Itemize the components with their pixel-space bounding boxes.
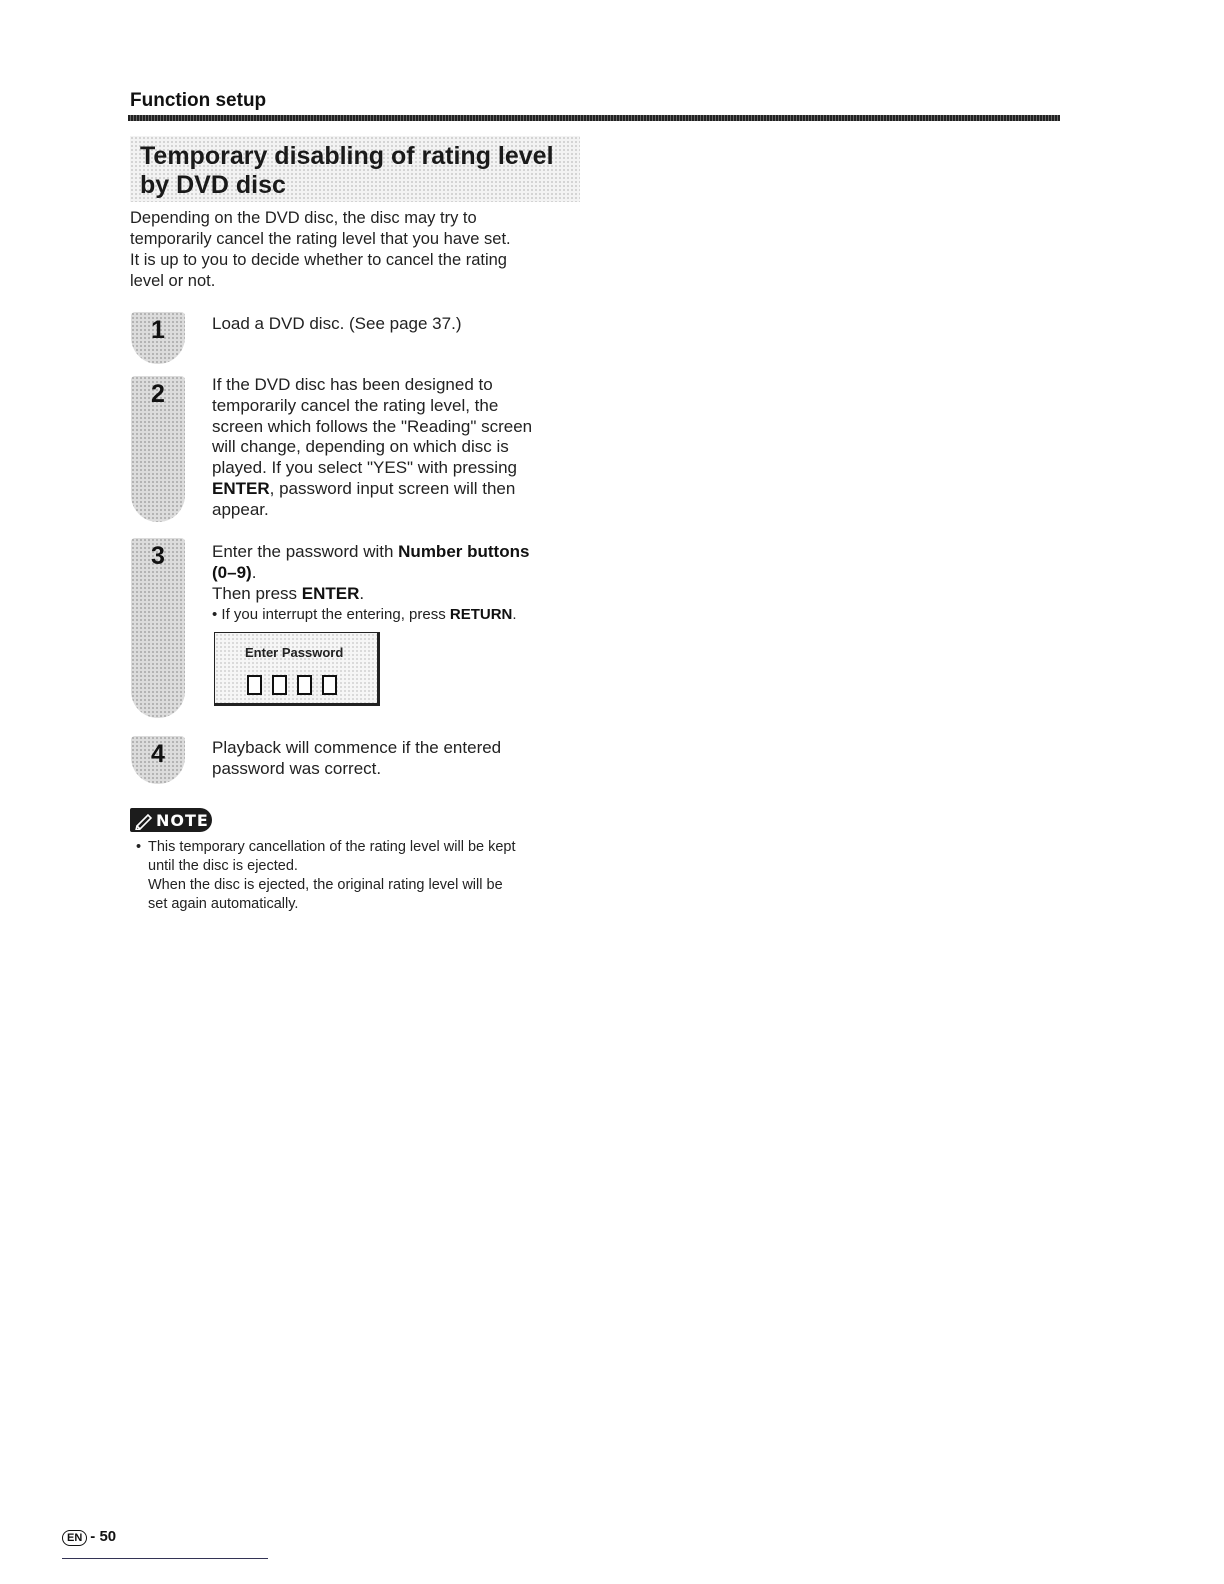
page-footer	[62, 1528, 116, 1546]
password-digit-box	[247, 675, 262, 695]
step-2-line-1: If the DVD disc has been designed to	[212, 375, 493, 394]
step-3-number-buttons: Number buttons	[398, 542, 530, 561]
step-3-badge	[131, 538, 185, 718]
intro-line-2: temporarily cancel the rating level that you have set.	[130, 230, 511, 248]
intro-line-3: It is up to you to decide whether to cancel the rating	[130, 251, 507, 269]
header-rule	[128, 115, 1060, 121]
step-4-line-2: password was correct.	[212, 758, 382, 778]
step-2-line-3: screen which follows the "Reading" screen	[212, 416, 533, 436]
step-2-number: 2	[151, 380, 165, 408]
step-1-number: 1	[151, 316, 165, 344]
step-3-text	[212, 542, 572, 626]
step-3-bullet-text: • If you interrupt the entering, press	[212, 606, 450, 624]
step-2-line-7: appear.	[212, 499, 269, 519]
title-line-1: Temporary disabling of rating level	[140, 142, 554, 170]
password-digit-box	[272, 675, 287, 695]
step-3-return-key: RETURN	[449, 606, 513, 624]
step-2-line-2: temporarily cancel the rating level, the	[212, 395, 499, 415]
step-2-enter-key: ENTER	[212, 478, 270, 498]
note-body	[136, 838, 586, 914]
password-digit-box	[297, 675, 312, 695]
step-1-badge	[131, 312, 185, 364]
step-3-line-3: Then press	[212, 583, 302, 603]
step-3-line-2-rest: .	[251, 562, 257, 582]
step-2-line-5: played. If you select "YES" with pressing	[212, 458, 517, 478]
password-screen-label: Enter Password	[245, 645, 344, 660]
step-2-line-6: , password input screen will then	[269, 478, 516, 498]
note-label: NOTE	[156, 811, 209, 830]
step-2-badge	[131, 376, 185, 522]
step-1-line: Load a DVD disc. (See page 37.)	[212, 314, 462, 333]
step-3-line-3-rest: .	[359, 583, 365, 603]
note-line-3: When the disc is ejected, the original rating level will be	[148, 877, 503, 893]
step-2-line-4: will change, depending on which disc is	[212, 437, 509, 457]
password-screen	[214, 632, 380, 706]
step-4-number: 4	[151, 740, 165, 768]
intro-paragraph	[130, 208, 570, 292]
step-2-text	[212, 375, 572, 521]
note-line-1: This temporary cancellation of the rating level will be kept	[148, 839, 516, 855]
step-3-range: (0–9)	[212, 562, 252, 582]
step-1-text	[212, 314, 572, 335]
language-badge: EN	[62, 1530, 87, 1546]
pencil-icon	[134, 810, 156, 830]
note-badge	[130, 808, 212, 832]
page-title	[140, 142, 554, 200]
note-line-2: until the disc is ejected.	[148, 858, 298, 874]
page-number: - 50	[90, 1528, 117, 1545]
intro-line-4: level or not.	[130, 272, 216, 290]
title-line-2: by DVD disc	[140, 171, 286, 199]
title-box	[130, 136, 580, 202]
step-3-number: 3	[151, 542, 165, 570]
step-3-bullet-rest: .	[512, 606, 517, 624]
password-digit-box	[322, 675, 337, 695]
intro-line-1: Depending on the DVD disc, the disc may try to	[130, 209, 477, 227]
step-3-line-1: Enter the password with	[212, 542, 399, 561]
step-4-badge	[131, 736, 185, 784]
note-line-4: set again automatically.	[148, 896, 299, 912]
step-3-enter-key: ENTER	[301, 583, 360, 603]
step-4-line-1: Playback will commence if the entered	[212, 738, 502, 757]
note-bullet: •	[136, 839, 142, 855]
section-header: Function setup	[130, 90, 267, 111]
footer-rule	[62, 1558, 268, 1559]
step-4-text	[212, 738, 572, 780]
step-3-bullet	[212, 606, 517, 623]
